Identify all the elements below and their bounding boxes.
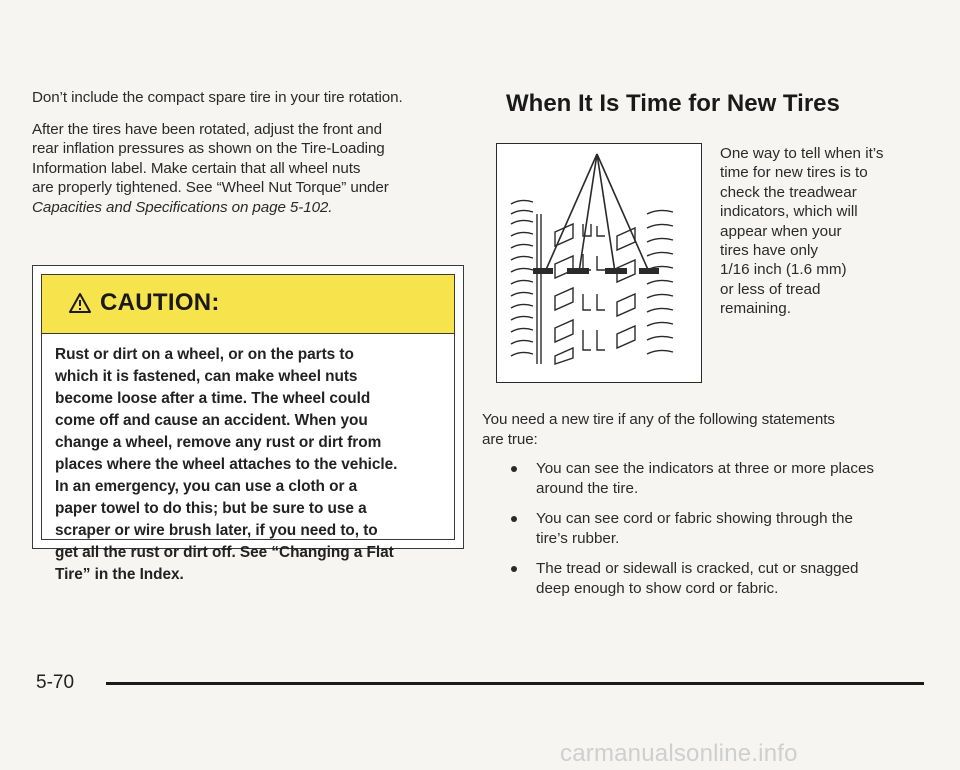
caption-line: or less of tread	[720, 280, 821, 298]
watermark: carmanualsonline.info	[560, 740, 798, 767]
intro-line: You need a new tire if any of the following statements	[482, 411, 835, 428]
treadwear-indicator-illustration	[496, 143, 702, 383]
caution-title-text: CAUTION:	[100, 289, 220, 316]
new-tire-conditions	[482, 410, 922, 609]
intro-line: are true:	[482, 430, 538, 448]
list-item	[482, 459, 922, 499]
list-item	[482, 559, 922, 599]
caption-line: One way to tell when it’s	[720, 145, 884, 162]
warning-triangle-icon	[68, 292, 92, 314]
caution-line: scraper or wire brush later, if you need to, to	[55, 522, 378, 539]
rotation-line: rear inflation pressures as shown on the Tire-Loading	[32, 140, 385, 158]
page-number: 5-70	[36, 672, 75, 693]
figure-caption	[720, 144, 920, 319]
caution-header	[42, 275, 454, 334]
caption-line: time for new tires is to	[720, 164, 868, 182]
footer-rule	[106, 682, 924, 685]
caution-line: become loose after a time. The wheel could	[55, 390, 371, 407]
conditions-intro	[482, 410, 922, 449]
caption-line: indicators, which will	[720, 203, 858, 221]
caution-title	[68, 289, 220, 317]
caution-box	[32, 265, 464, 583]
bullet-icon	[511, 566, 517, 572]
caution-line: In an emergency, you can use a cloth or a	[55, 478, 358, 495]
spare-tire-note: Don’t include the compact spare tire in your tire rotation.	[32, 89, 403, 106]
list-item	[482, 509, 922, 549]
left-column	[32, 88, 472, 226]
rotation-line: After the tires have been rotated, adjust the front and	[32, 120, 382, 138]
caution-line: Tire” in the Index.	[55, 566, 184, 583]
rotation-paragraph	[32, 120, 472, 218]
caution-line: get all the rust or dirt off. See “Changing a Flat	[55, 544, 394, 561]
specifications-reference: Capacities and Specifications on page 5-102.	[32, 198, 333, 216]
caution-line: Rust or dirt on a wheel, or on the parts to	[55, 346, 354, 363]
rotation-line: Information label. Make certain that all wheel nuts	[32, 159, 361, 177]
caption-line: appear when your	[720, 222, 842, 240]
bullet-icon	[511, 466, 517, 472]
caution-line: which it is fastened, can make wheel nuts	[55, 368, 358, 385]
list-item-line: around the tire.	[536, 480, 639, 498]
caption-line: tires have only	[720, 242, 818, 260]
caution-line: change a wheel, remove any rust or dirt from	[55, 434, 382, 451]
caution-line: places where the wheel attaches to the vehicle.	[55, 456, 398, 473]
caption-line: 1/16 inch (1.6 mm)	[720, 261, 847, 279]
caution-line: paper towel to do this; but be sure to use a	[55, 500, 367, 517]
list-item-line: You can see cord or fabric showing through the	[536, 510, 853, 528]
caution-line: come off and cause an accident. When you	[55, 412, 368, 429]
rotation-line: are properly tightened. See “Wheel Nut Torque” under	[32, 179, 389, 197]
tire-tread-drawing	[497, 144, 700, 381]
section-title: When It Is Time for New Tires	[506, 90, 840, 117]
list-item-line: tire’s rubber.	[536, 530, 620, 548]
conditions-list	[482, 459, 922, 599]
caption-line: check the treadwear	[720, 183, 857, 201]
bullet-icon	[511, 516, 517, 522]
list-item-line: You can see the indicators at three or more places	[536, 460, 874, 478]
caution-body	[55, 344, 455, 586]
caption-line: remaining.	[720, 300, 791, 318]
list-item-line: deep enough to show cord or fabric.	[536, 580, 779, 598]
list-item-line: The tread or sidewall is cracked, cut or snagged	[536, 560, 859, 578]
